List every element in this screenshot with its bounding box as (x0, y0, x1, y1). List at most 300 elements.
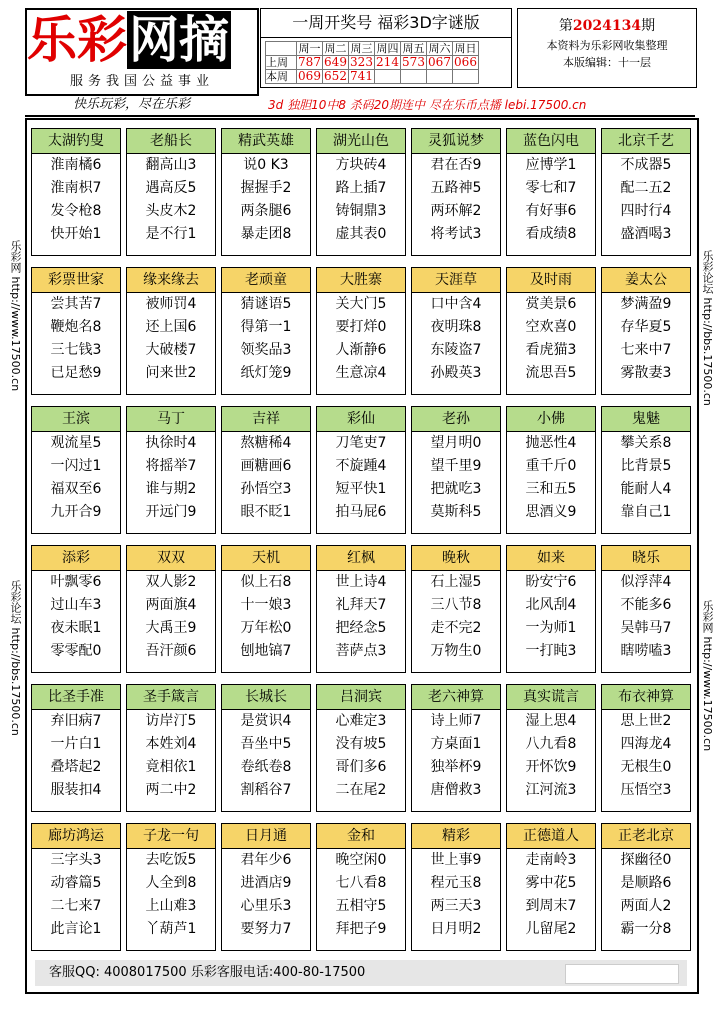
riddle-line: 被师罚4 (145, 296, 197, 312)
riddle-card (411, 267, 501, 395)
riddle-line: 十一娘3 (240, 597, 292, 613)
riddle-line: 一打盹3 (525, 643, 577, 659)
riddle-line: 抛恶性4 (525, 435, 577, 451)
riddle-line: 日月明2 (430, 921, 482, 937)
riddle-line: 君年少6 (240, 852, 292, 868)
riddle-line: 八九看8 (525, 736, 577, 752)
card-title: 北京千艺 (602, 129, 690, 154)
draw-number: 787 (298, 55, 321, 69)
riddle-line: 靠自己1 (620, 504, 672, 520)
tagline-bar (25, 95, 695, 117)
riddle-line: 是顺路6 (620, 875, 672, 891)
riddle-line: 七来中7 (620, 342, 672, 358)
riddle-line: 莫斯科5 (430, 504, 482, 520)
riddle-line: 是不行1 (145, 226, 197, 242)
source-note: 本资料为乐彩网收集整理 (546, 39, 668, 52)
riddle-line: 不成器5 (620, 157, 672, 173)
riddle-line: 服装扣4 (50, 782, 102, 798)
riddle-line: 上山难3 (145, 898, 197, 914)
riddle-line: 四海龙4 (620, 736, 672, 752)
weekday-cell: 周六 (428, 42, 451, 55)
this-week-row (266, 70, 479, 84)
riddle-line: 两环解2 (430, 203, 482, 219)
riddle-line: 万年松0 (240, 620, 292, 636)
issue-panel (517, 8, 697, 88)
riddle-line: 割稻谷7 (240, 782, 292, 798)
riddle-line: 一为师1 (525, 620, 577, 636)
riddle-line: 菩萨点3 (335, 643, 387, 659)
riddle-line: 万物生0 (430, 643, 482, 659)
card-title: 湖光山色 (317, 129, 405, 154)
riddle-line: 七八看8 (335, 875, 387, 891)
riddle-line: 走不完2 (430, 620, 482, 636)
riddle-line: 二七来7 (50, 898, 102, 914)
riddle-card (411, 823, 501, 951)
weekday-cell: 周四 (376, 42, 399, 55)
riddle-line: 雾散妻3 (620, 365, 672, 381)
riddle-line: 得第一1 (240, 319, 292, 335)
riddle-line: 思酒义9 (525, 504, 577, 520)
draw-number: 652 (324, 69, 347, 83)
riddle-card (126, 267, 216, 395)
riddle-line: 不旋踵4 (335, 458, 387, 474)
weekday-cell: 周三 (350, 42, 373, 55)
riddle-line: 两面旗4 (145, 597, 197, 613)
riddle-line: 猜谜语5 (240, 296, 292, 312)
riddle-line: 夜明珠8 (430, 319, 482, 335)
weekday-cell: 周一 (298, 42, 321, 55)
riddle-line: 问来世2 (145, 365, 197, 381)
riddle-line: 一闪过1 (50, 458, 102, 474)
riddle-line: 虚其表0 (335, 226, 387, 242)
riddle-line: 福双至6 (50, 481, 102, 497)
riddle-line: 本姓刘4 (145, 736, 197, 752)
riddle-card (31, 267, 121, 395)
card-title: 蓝色闪电 (507, 129, 595, 154)
draw-number: 067 (428, 55, 451, 69)
card-title: 金和 (317, 824, 405, 849)
riddle-line: 拍马屁6 (335, 504, 387, 520)
riddle-line: 应博学1 (525, 157, 577, 173)
riddle-line: 要努力7 (240, 921, 292, 937)
riddle-line: 竟相依1 (145, 759, 197, 775)
card-title: 布衣神算 (602, 685, 690, 710)
riddle-line: 画糖画6 (240, 458, 292, 474)
riddle-line: 君在否9 (430, 157, 482, 173)
riddle-line: 石上湿5 (430, 574, 482, 590)
riddle-card (31, 545, 121, 673)
card-title: 鬼魅 (602, 407, 690, 432)
riddle-line: 领奖品3 (240, 342, 292, 358)
card-title: 晓乐 (602, 546, 690, 571)
weekday-cell: 周二 (324, 42, 347, 55)
card-title: 精彩 (412, 824, 500, 849)
draw-number: 649 (324, 55, 347, 69)
card-title: 灵狐说梦 (412, 129, 500, 154)
side-text-left-bottom: 乐彩论坛 http://bbs.17500.cn (9, 580, 22, 736)
draw-number: 214 (376, 55, 399, 69)
card-title: 小佛 (507, 407, 595, 432)
riddle-line: 存华夏5 (620, 319, 672, 335)
slogan: 服务我国公益事业 (69, 74, 214, 89)
riddle-line: 世上事9 (430, 852, 482, 868)
riddle-card (506, 267, 596, 395)
card-title: 彩票世家 (32, 268, 120, 293)
customer-service-text: 客服QQ: 4008017500 乐彩客服电话:400-80-17500 (49, 965, 366, 980)
riddle-line: 眼不眨1 (240, 504, 292, 520)
riddle-card (126, 684, 216, 812)
riddle-line: 压悟空3 (620, 782, 672, 798)
riddle-card (506, 823, 596, 951)
riddle-line: 三八节8 (430, 597, 482, 613)
card-title: 如来 (507, 546, 595, 571)
riddle-line: 不能多6 (620, 597, 672, 613)
riddle-line: 观流星5 (50, 435, 102, 451)
riddle-line: 快开始1 (50, 226, 102, 242)
riddle-card (316, 406, 406, 534)
riddle-line: 弃旧病7 (50, 713, 102, 729)
riddle-line: 梦满盈9 (620, 296, 672, 312)
riddle-line: 没有坡5 (335, 736, 387, 752)
riddle-line: 刨地镐7 (240, 643, 292, 659)
riddle-line: 孙悟空3 (240, 481, 292, 497)
riddle-line: 吾汗颜6 (145, 643, 197, 659)
riddle-line: 短平快1 (335, 481, 387, 497)
card-title: 老孙 (412, 407, 500, 432)
riddle-line: 九开合9 (50, 504, 102, 520)
riddle-line: 五相守5 (335, 898, 387, 914)
riddle-line: 望月明0 (430, 435, 482, 451)
riddle-line: 比背景5 (620, 458, 672, 474)
riddle-line: 走南岭3 (525, 852, 577, 868)
riddle-line: 访岸汀5 (145, 713, 197, 729)
weekday-row (266, 42, 479, 56)
weekday-cell: 周五 (402, 42, 425, 55)
riddle-line: 重千斤0 (525, 458, 577, 474)
riddle-card (316, 545, 406, 673)
riddle-line: 孙殿英3 (430, 365, 482, 381)
riddle-line: 刀笔吏7 (335, 435, 387, 451)
riddle-line: 哥们多6 (335, 759, 387, 775)
riddle-line: 诗上师7 (430, 713, 482, 729)
riddle-line: 把就吃3 (430, 481, 482, 497)
riddle-card (411, 406, 501, 534)
riddle-line: 盼安宁6 (525, 574, 577, 590)
riddle-line: 双人影2 (145, 574, 197, 590)
riddle-line: 两三天3 (430, 898, 482, 914)
riddle-card (601, 823, 691, 951)
card-title: 吉祥 (222, 407, 310, 432)
riddle-line: 过山车3 (50, 597, 102, 613)
draw-number (401, 70, 427, 84)
riddle-line: 熬糖稀4 (240, 435, 292, 451)
this-week-label: 本周 (266, 70, 297, 84)
riddle-line: 空欢喜0 (525, 319, 577, 335)
riddle-line: 儿留尾2 (525, 921, 577, 937)
card-title: 添彩 (32, 546, 120, 571)
tagline: 快乐玩彩，尽在乐彩 (73, 97, 191, 112)
riddle-line: 生意凉4 (335, 365, 387, 381)
issue-line: 第2024134期 (558, 18, 656, 34)
card-title: 日月通 (222, 824, 310, 849)
riddle-line: 暴走团8 (240, 226, 292, 242)
draw-number: 323 (350, 55, 373, 69)
riddle-card (221, 128, 311, 256)
riddle-card (221, 684, 311, 812)
riddle-line: 铸铜鼎3 (335, 203, 387, 219)
weekday-cell: 周日 (454, 42, 477, 55)
riddle-line: 进酒店9 (240, 875, 292, 891)
draw-title: 一周开奖号 福彩3D字谜版 (261, 9, 511, 38)
riddle-line: 四时行4 (620, 203, 672, 219)
riddle-line: 执徐时4 (145, 435, 197, 451)
riddle-line: 吴韩马7 (620, 620, 672, 636)
logo (25, 8, 259, 96)
draw-number: 069 (298, 69, 321, 83)
riddle-line: 握握手2 (240, 180, 292, 196)
riddle-line: 似浮萍4 (620, 574, 672, 590)
riddle-line: 叠塔起2 (50, 759, 102, 775)
card-title: 缘来缘去 (127, 268, 215, 293)
riddle-card (411, 545, 501, 673)
riddle-card (31, 684, 121, 812)
riddle-line: 零七和7 (525, 180, 577, 196)
card-title: 大胜寨 (317, 268, 405, 293)
riddle-line: 霸一分8 (620, 921, 672, 937)
riddle-card (31, 128, 121, 256)
card-title: 吕洞宾 (317, 685, 405, 710)
card-title: 天机 (222, 546, 310, 571)
riddle-line: 礼拜天7 (335, 597, 387, 613)
riddle-line: 攀关系8 (620, 435, 672, 451)
card-title: 老船长 (127, 129, 215, 154)
riddle-line: 要打烊0 (335, 319, 387, 335)
riddle-line: 两面人2 (620, 898, 672, 914)
draw-number: 066 (454, 55, 477, 69)
card-title: 圣手箴言 (127, 685, 215, 710)
riddle-line: 此言论1 (50, 921, 102, 937)
card-title: 马丁 (127, 407, 215, 432)
riddle-card (506, 128, 596, 256)
riddle-card (601, 128, 691, 256)
riddle-card (316, 684, 406, 812)
last-week-row (266, 56, 479, 70)
riddle-line: 到周末7 (525, 898, 577, 914)
riddle-line: 吾坐中5 (240, 736, 292, 752)
side-text-right-bottom: 乐彩网 http://www.17500.cn (701, 600, 714, 752)
riddle-card (31, 406, 121, 534)
riddle-line: 湿上思4 (525, 713, 577, 729)
riddle-line: 方块砖4 (335, 157, 387, 173)
riddle-line: 大破楼7 (145, 342, 197, 358)
draw-number (453, 70, 479, 84)
card-title: 长城长 (222, 685, 310, 710)
card-title: 老顽童 (222, 268, 310, 293)
card-title: 正老北京 (602, 824, 690, 849)
riddle-line: 东陵盗7 (430, 342, 482, 358)
riddle-card (506, 406, 596, 534)
riddle-line: 三和五5 (525, 481, 577, 497)
riddle-card (126, 545, 216, 673)
riddle-line: 零零配0 (50, 643, 102, 659)
riddle-line: 纸灯笼9 (240, 365, 292, 381)
riddle-line: 卷纸卷8 (240, 759, 292, 775)
riddle-line: 叶飘零6 (50, 574, 102, 590)
riddle-line: 大禹王9 (145, 620, 197, 636)
riddle-card (411, 128, 501, 256)
card-title: 太湖钓叟 (32, 129, 120, 154)
draw-table (265, 41, 479, 84)
footer-bar (35, 960, 687, 986)
riddle-card (506, 684, 596, 812)
riddle-card (126, 823, 216, 951)
promo-text: 3d 独胆10中8 杀码20期连中 尽在乐币点播 lebi.17500.cn (268, 98, 587, 112)
draw-number: 573 (402, 55, 425, 69)
card-title: 廊坊鸿运 (32, 824, 120, 849)
card-title: 真实谎言 (507, 685, 595, 710)
editor-note: 本版编辑：十一层 (563, 56, 651, 69)
riddle-line: 方桌面1 (430, 736, 482, 752)
brand-part2: 网摘 (129, 11, 229, 69)
riddle-card (316, 823, 406, 951)
riddle-line: 三七钱3 (50, 342, 102, 358)
riddle-line: 似上石8 (240, 574, 292, 590)
issue-number: 2024134 (572, 18, 642, 34)
riddle-card (411, 684, 501, 812)
riddle-line: 五路神5 (430, 180, 482, 196)
riddle-line: 人全到8 (145, 875, 197, 891)
riddle-line: 瞎唠嗑3 (620, 643, 672, 659)
riddle-card (31, 823, 121, 951)
riddle-line: 淮南橘6 (50, 157, 102, 173)
riddle-card (601, 545, 691, 673)
riddle-line: 两条腿6 (240, 203, 292, 219)
riddle-line: 开远门9 (145, 504, 197, 520)
riddle-line: 看虎猫3 (525, 342, 577, 358)
riddle-line: 盛酒喝3 (620, 226, 672, 242)
last-week-label: 上周 (266, 56, 297, 70)
riddle-line: 还上国6 (145, 319, 197, 335)
card-title: 彩仙 (317, 407, 405, 432)
riddle-line: 已足愁9 (50, 365, 102, 381)
riddle-line: 是赏识4 (240, 713, 292, 729)
card-title: 天涯草 (412, 268, 500, 293)
draw-number: 741 (350, 69, 373, 83)
riddle-line: 说0 K3 (243, 157, 289, 173)
riddle-line: 独举杯9 (430, 759, 482, 775)
side-text-left-top: 乐彩网 http://www.17500.cn (9, 240, 22, 392)
riddle-line: 丫葫芦1 (145, 921, 197, 937)
riddle-card (126, 406, 216, 534)
riddle-line: 动睿篇5 (50, 875, 102, 891)
riddle-card (221, 545, 311, 673)
riddle-line: 江河流3 (525, 782, 577, 798)
riddle-line: 夜未眠1 (50, 620, 102, 636)
card-title: 王滨 (32, 407, 120, 432)
card-title: 精武英雄 (222, 129, 310, 154)
brand-wordmark (27, 10, 257, 70)
riddle-line: 遇高反5 (145, 180, 197, 196)
riddle-line: 去吃饭5 (145, 852, 197, 868)
riddle-card (221, 267, 311, 395)
riddle-line: 尝其苦7 (50, 296, 102, 312)
riddle-line: 心难定3 (335, 713, 387, 729)
riddle-line: 两二中2 (145, 782, 197, 798)
riddle-card (316, 128, 406, 256)
card-title: 双双 (127, 546, 215, 571)
riddle-line: 流思吾5 (525, 365, 577, 381)
card-title: 姜太公 (602, 268, 690, 293)
riddle-line: 将考试3 (430, 226, 482, 242)
riddle-line: 把经念5 (335, 620, 387, 636)
riddle-line: 开怀饮9 (525, 759, 577, 775)
riddle-line: 三字头3 (50, 852, 102, 868)
riddle-line: 赏美景6 (525, 296, 577, 312)
riddle-card (601, 406, 691, 534)
riddle-line: 路上插7 (335, 180, 387, 196)
riddle-card (601, 684, 691, 812)
draw-number (427, 70, 453, 84)
card-title: 老六神算 (412, 685, 500, 710)
riddle-card (126, 128, 216, 256)
riddle-line: 思上世2 (620, 713, 672, 729)
riddle-line: 无根生0 (620, 759, 672, 775)
riddle-line: 北风刮4 (525, 597, 577, 613)
riddle-line: 望千里9 (430, 458, 482, 474)
card-title: 红枫 (317, 546, 405, 571)
riddle-card (506, 545, 596, 673)
riddle-line: 程元玉8 (430, 875, 482, 891)
riddle-line: 淮南枳7 (50, 180, 102, 196)
draw-number (375, 70, 401, 84)
riddle-line: 鞭炮名8 (50, 319, 102, 335)
riddle-card (221, 406, 311, 534)
riddle-line: 翻高山3 (145, 157, 197, 173)
riddle-line: 人渐静6 (335, 342, 387, 358)
footer-blank-box (565, 964, 679, 984)
riddle-line: 头皮木2 (145, 203, 197, 219)
riddle-line: 谁与期2 (145, 481, 197, 497)
riddle-line: 探幽径0 (620, 852, 672, 868)
riddle-line: 发令枪8 (50, 203, 102, 219)
card-title: 子龙一句 (127, 824, 215, 849)
weekly-draw-panel (260, 8, 512, 88)
side-text-right-top: 乐彩论坛 http://bbs.17500.cn (701, 250, 714, 406)
riddle-line: 心里乐3 (240, 898, 292, 914)
riddle-line: 晚空闲0 (335, 852, 387, 868)
riddle-card (316, 267, 406, 395)
brand-part1: 乐彩 (27, 11, 127, 69)
riddle-line: 雾中花5 (525, 875, 577, 891)
riddle-line: 有好事6 (525, 203, 577, 219)
riddle-line: 能耐人4 (620, 481, 672, 497)
riddle-line: 二在尾2 (335, 782, 387, 798)
card-title: 比圣手准 (32, 685, 120, 710)
riddle-card (221, 823, 311, 951)
card-title: 正德道人 (507, 824, 595, 849)
riddle-line: 看成绩8 (525, 226, 577, 242)
riddle-line: 世上诗4 (335, 574, 387, 590)
riddle-line: 唐僧救3 (430, 782, 482, 798)
riddle-line: 拜把子9 (335, 921, 387, 937)
riddle-line: 关大门5 (335, 296, 387, 312)
riddle-line: 将摇举7 (145, 458, 197, 474)
riddle-line: 一片白1 (50, 736, 102, 752)
riddle-line: 口中含4 (430, 296, 482, 312)
card-title: 晚秋 (412, 546, 500, 571)
card-title: 及时雨 (507, 268, 595, 293)
riddle-card (601, 267, 691, 395)
